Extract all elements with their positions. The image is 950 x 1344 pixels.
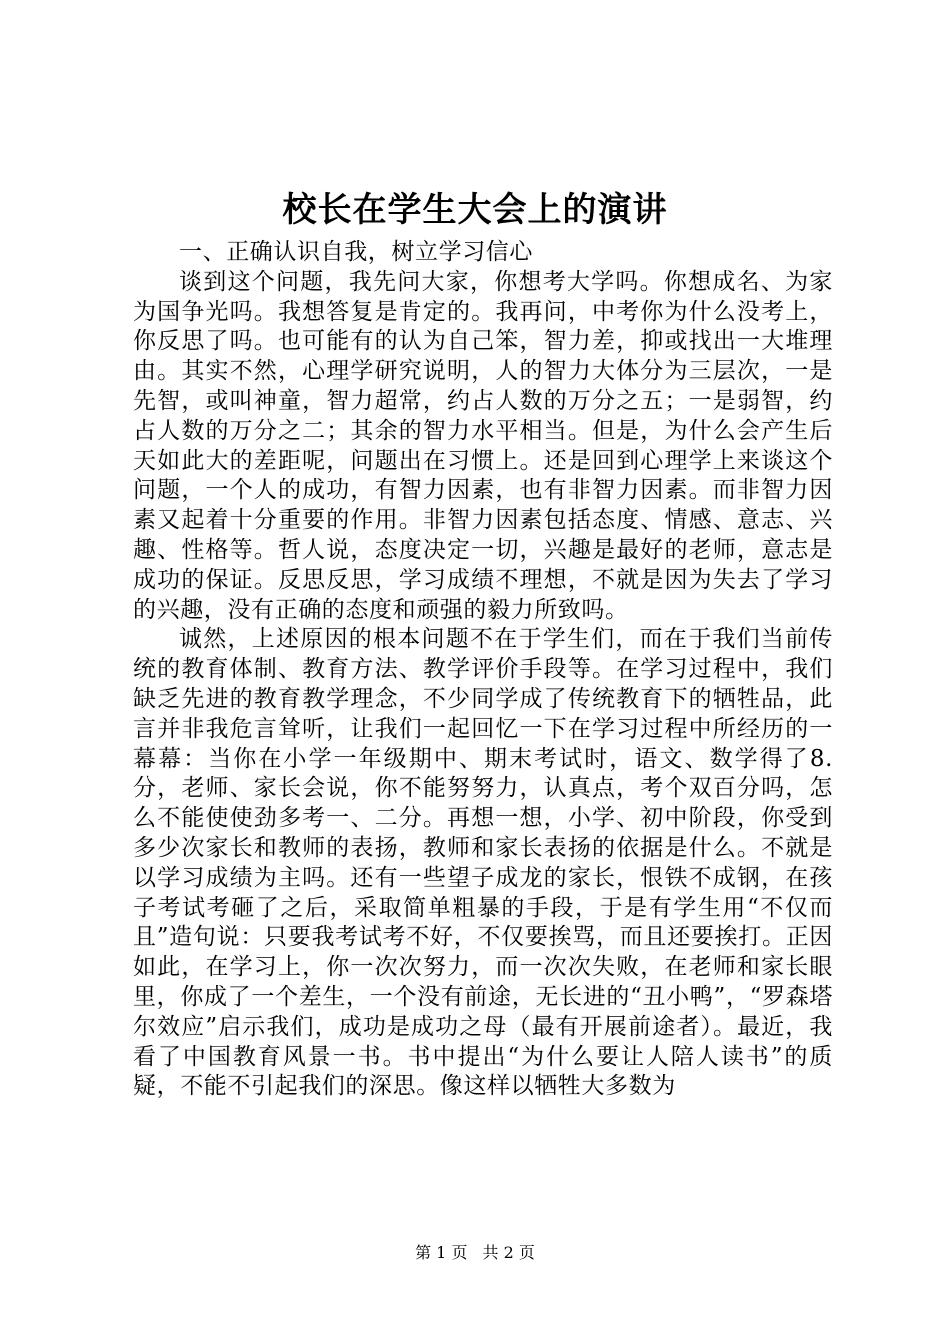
page-number: 第 1 页 bbox=[415, 1243, 468, 1262]
paragraph: 诚然，上述原因的根本问题不在于学生们，而在于我们当前传统的教育体制、教育方法、教学评价手段等。在学习过程中，我们缺乏先进的教育教学理念，不少同学成了传统教育下的牺牲品，此言并非我危言耸听，让我们一起回忆一下在学习过程中所经历的一幕幕：当你在小学一年级期中、期末考试时，语文、数学得了8.分，老师、家长会说，你不能努努力，认真点，考个双百分吗，怎么不能使使劲多考一、二分。再想一想，小学、初中阶段，你受到多少次家长和教师的表扬，教师和家长表扬的依据是什么。不就是以学习成绩为主吗。还有一些望子成龙的家长，恨铁不成钢，在孩子考试考砸了之后，采取简单粗暴的手段，于是有学生用“不仅而且”造句说：只要我考试考不好，不仅要挨骂，而且还要挨打。正因如此，在学习上，你一次次努力，而一次次失败，在老师和家长眼里，你成了一个差生，一个没有前途，无长进的“丑小鸭”，“罗森塔尔效应”启示我们，成功是成功之母（最有开展前途者）。最近，我看了中国教育风景一书。书中提出“为什么要让人陪人读书”的质疑，不能不引起我们的深思。像这样以牺牲大多数为 bbox=[133, 626, 833, 1100]
page-total: 共 2 页 bbox=[482, 1243, 535, 1262]
document-body bbox=[133, 238, 833, 1102]
paragraph: 谈到这个问题，我先问大家，你想考大学吗。你想成名、为家为国争光吗。我想答复是肯定的。我再问，中考你为什么没考上，你反思了吗。也可能有的认为自己笨，智力差，抑或找出一大堆理由。其实不然，心理学研究说明，人的智力大体分为三层次，一是先智，或叫神童，智力超常，约占人数的万分之五；一是弱智，约占人数的万分之二；其余的智力水平相当。但是，为什么会产生后天如此大的差距呢，问题出在习惯上。还是回到心理学上来谈这个问题，一个人的成功，有智力因素，也有非智力因素。而非智力因素又起着十分重要的作用。非智力因素包括态度、情感、意志、兴趣、性格等。哲人说，态度决定一切，兴趣是最好的老师，意志是成功的保证。反思反思，学习成绩不理想，不就是因为失去了学习的兴趣，没有正确的态度和顽强的毅力所致吗。 bbox=[133, 268, 833, 623]
page-title: 校长在学生大会上的演讲 bbox=[282, 190, 668, 230]
section-heading: 一、正确认识自我，树立学习信心 bbox=[179, 239, 533, 265]
page-footer bbox=[0, 1241, 950, 1265]
